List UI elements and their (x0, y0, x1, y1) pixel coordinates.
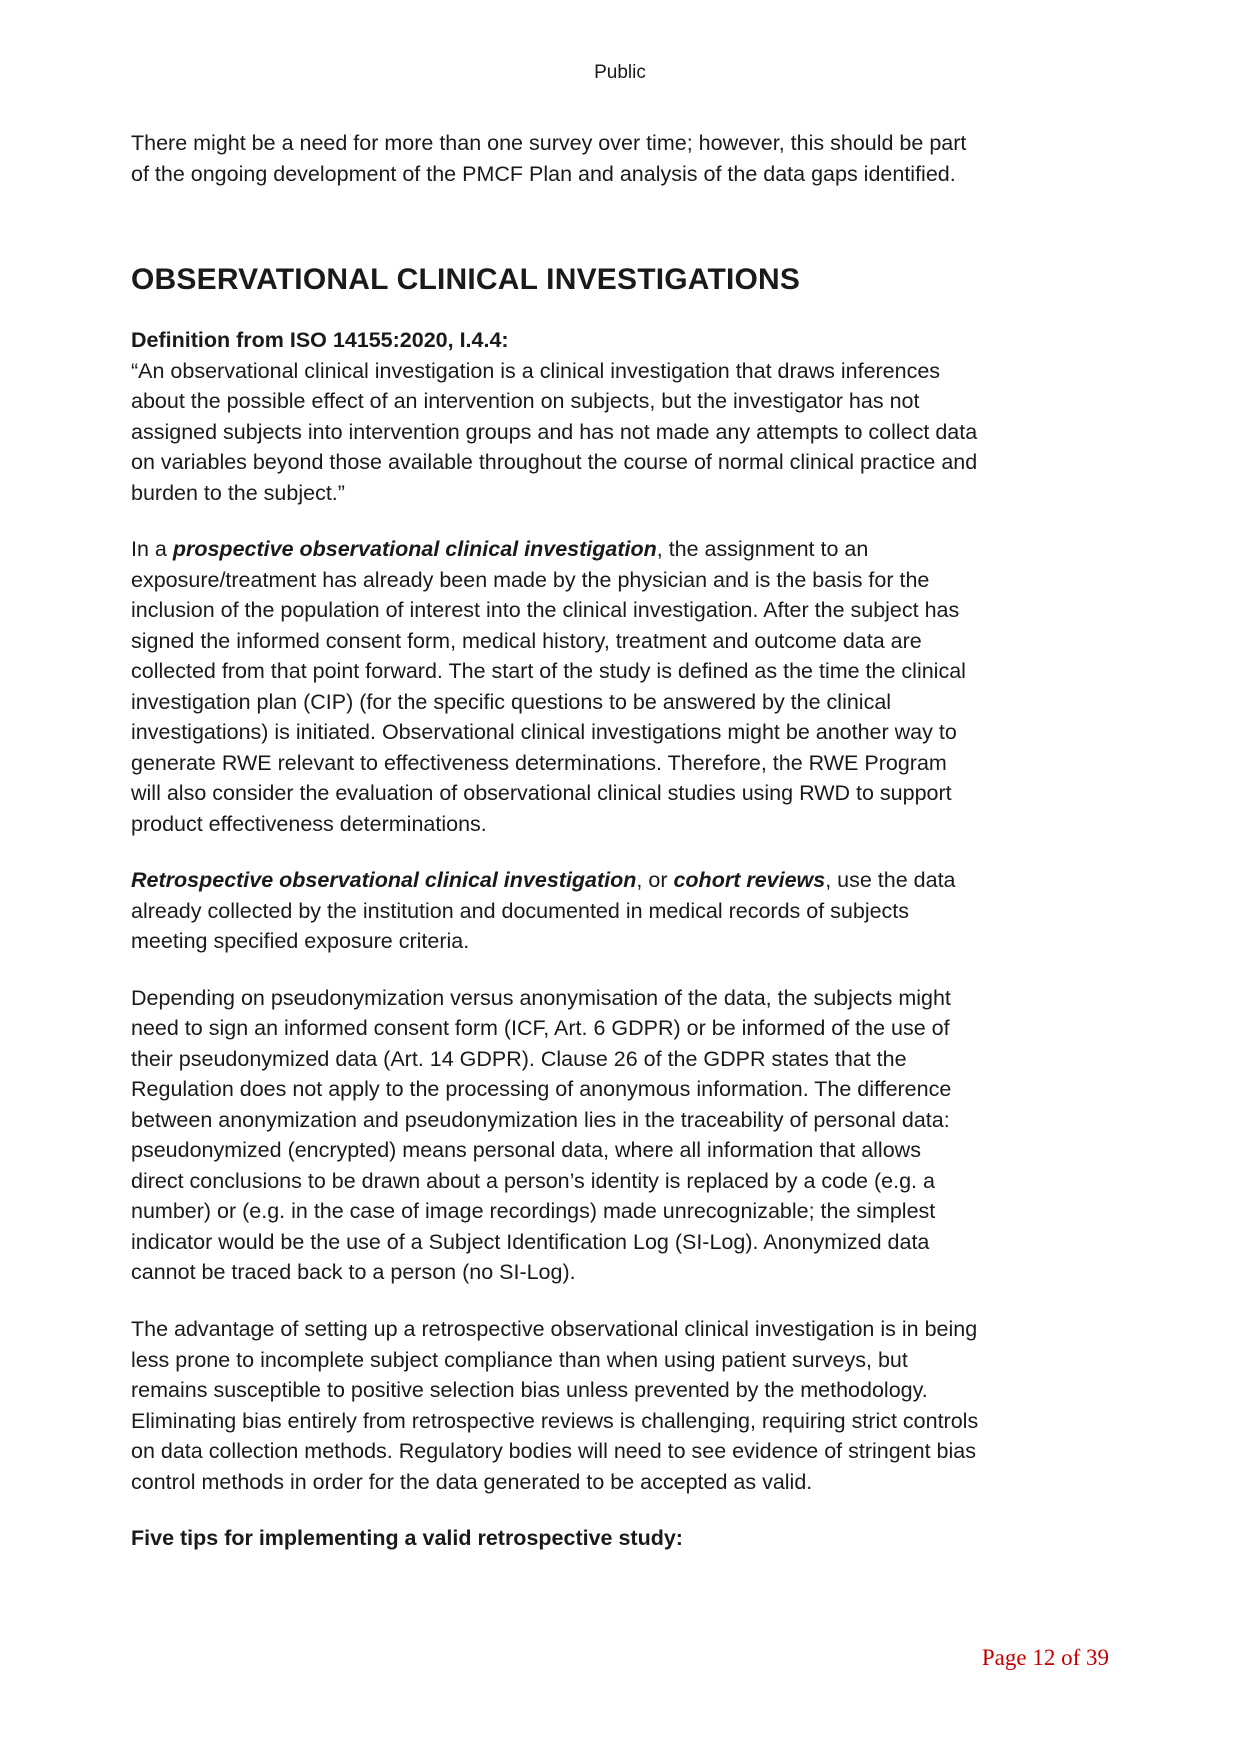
prospective-lead: In a (131, 537, 173, 562)
intro-paragraph: There might be a need for more than one survey over time; however, this should be part of the ongoing development of the PMCF Plan and analysis of the data gaps identified. (131, 131, 967, 186)
retrospective-middle: , or (636, 868, 674, 893)
pseudonymization-paragraph: Depending on pseudonymization versus anonymisation of the data, the subjects might need to sign an informed consent form (ICF, Art. 6 GDPR) or be informed of the use of their pseudonymized data (Art. 14 GDPR). Clause 26 of the GDPR states that the Regulation does not apply to the processing of anonymous information. The difference between anonymization and pseudonymization lies in the traceability of personal data: pseudonymized (encrypted) means personal data, where all information that allows direct conclusions to be drawn about a person’s identity is replaced by a code (e.g. a number) or (e.g. in the case of image recordings) made unrecognizable; the simplest indicator would be the use of a Subject Identification Log (SI-Log). Anonymized data cannot be traced back to a person (no SI-Log). (131, 985, 952, 1285)
prospective-rest: , the assignment to an exposure/treatment has already been made by the physician and is the basis for the inclusion of the population of interest into the clinical investigation. After the subject has signed the informed consent form, medical history, treatment and outcome data are collected from that point forward. The start of the study is defined as the time the clinical investigation plan (CIP) (for the specific questions to be answered by the clinical investigations) is initiated. Observational clinical investigations might be another way to generate RWE relevant to effectiveness determinations. Therefore, the RWE Program will also consider the evaluation of observational clinical studies using RWD to support product effectiveness determinations. (131, 537, 966, 836)
document-body (131, 128, 979, 1554)
page-header-label: Public (594, 62, 646, 83)
retrospective-emphasis-two: cohort reviews (673, 868, 826, 893)
prospective-paragraph (131, 534, 979, 839)
definition-label: Definition from ISO 14155:2020, I.4.4: (131, 328, 509, 353)
spacer (131, 957, 979, 983)
spacer (131, 1288, 979, 1314)
prospective-emphasis: prospective observational clinical investigation (172, 537, 657, 562)
advantage-paragraph: The advantage of setting up a retrospective observational clinical investigation is in being less prone to incomplete subject compliance than when using patient surveys, but remains susceptible to positive selection bias unless prevented by the methodology. Eliminating bias entirely from retrospective reviews is challenging, requiring strict controls on data collection methods. Regulatory bodies will need to see evidence of stringent bias control methods in order for the data generated to be accepted as valid. (131, 1316, 979, 1494)
tips-heading: Five tips for implementing a valid retrospective study: (131, 1526, 683, 1551)
retrospective-paragraph (131, 865, 979, 957)
page-number-footer: Page 12 of 39 (981, 1645, 1109, 1670)
spacer (131, 189, 979, 263)
spacer (131, 1497, 979, 1523)
spacer (131, 508, 979, 534)
retrospective-emphasis-one: Retrospective observational clinical investigation (131, 868, 637, 893)
definition-quote: “An observational clinical investigation is a clinical investigation that draws inferences about the possible effect of an intervention on subjects, but the investigator has not assigned subjects into intervention groups and has not made any attempts to collect data on variables beyond those available throughout the course of normal clinical practice and burden to the subject.” (131, 358, 978, 505)
retrospective-rest: , use the data already collected by the institution and documented in medical records of subjects meeting specified exposure criteria. (131, 868, 956, 954)
spacer (131, 839, 979, 865)
section-title: OBSERVATIONAL CLINICAL INVESTIGATIONS (131, 263, 801, 297)
